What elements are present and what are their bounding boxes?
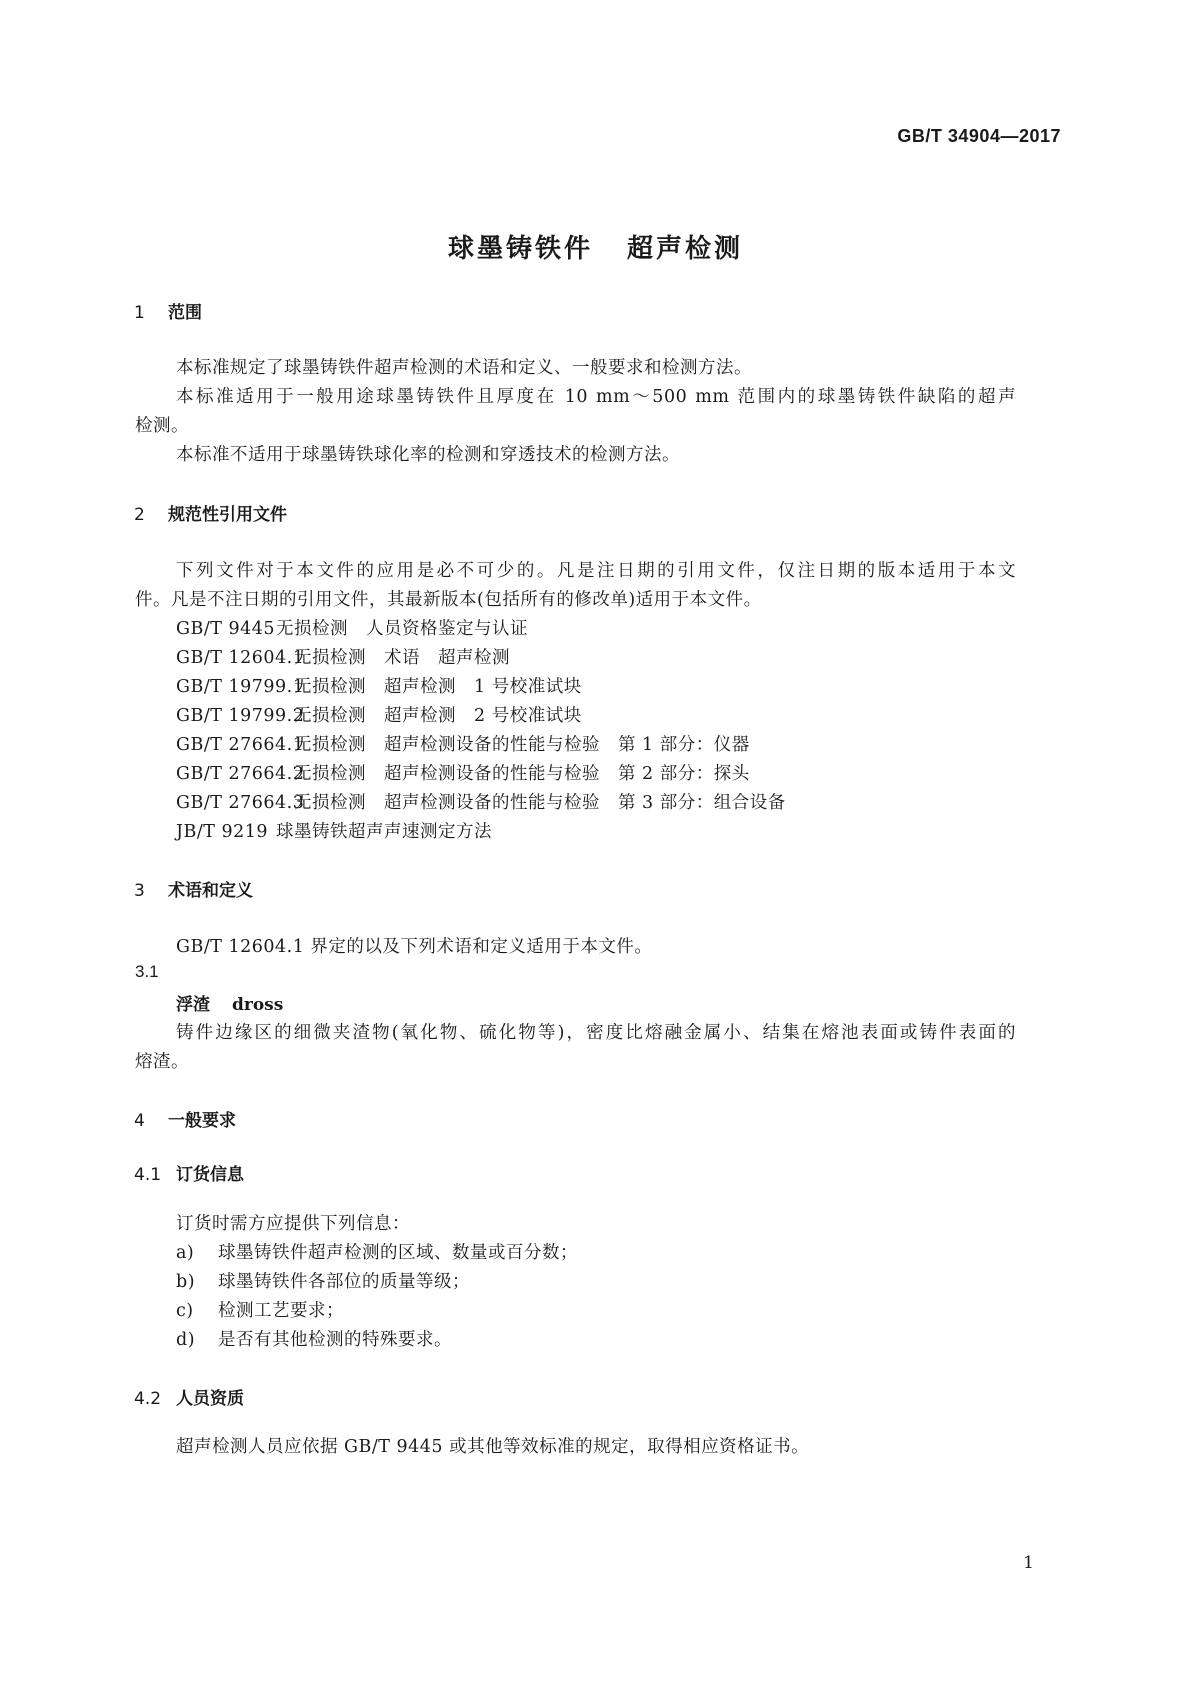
section-2-heading [134, 500, 287, 525]
page-number: 1 [1023, 1553, 1034, 1573]
section-number: 3 [134, 881, 145, 901]
reference-title: 无损检测 人员资格鉴定与认证 [276, 619, 528, 639]
list-item-label: a) [176, 1243, 195, 1263]
section-4-heading [134, 1106, 236, 1131]
list-item-label: b) [176, 1272, 196, 1292]
reference-title: 球墨铸铁超声声速测定方法 [276, 822, 492, 842]
reference-code: GB/T 27664.2 [176, 764, 305, 784]
list-item [176, 1268, 470, 1293]
subsection-4-1-heading [134, 1160, 244, 1185]
list-item-text: 检测工艺要求； [218, 1301, 344, 1321]
list-item [176, 1239, 578, 1264]
normative-reference [176, 673, 582, 698]
section-1-heading [134, 298, 202, 323]
section-title: 规范性引用文件 [168, 505, 287, 525]
section-number: 4 [134, 1111, 145, 1131]
normative-reference [176, 789, 786, 814]
term-definition-line-2: 熔渣。 [135, 1052, 189, 1072]
reference-code: GB/T 12604.1 [176, 648, 305, 668]
section-1-paragraph-2-line-1: 本标准适用于一般用途球墨铸铁件且厚度在 10 mm～500 mm 范围内的球墨铸铁件缺陷的超声 [176, 387, 1016, 407]
term-number: 3.1 [135, 962, 159, 981]
list-item-text: 球墨铸铁件各部位的质量等级； [218, 1272, 470, 1292]
section-2-intro-line-2: 件。凡是不注日期的引用文件，其最新版本(包括所有的修改单)适用于本文件。 [135, 590, 762, 610]
reference-code: GB/T 9445 [176, 619, 276, 639]
section-3-heading [134, 876, 253, 901]
list-item [176, 1297, 344, 1322]
subsection-title: 人员资质 [176, 1389, 244, 1409]
standard-number: GB/T 34904—2017 [897, 126, 1061, 146]
section-number: 2 [134, 505, 145, 525]
term-heading [176, 990, 283, 1015]
subsection-number: 4.1 [134, 1165, 162, 1185]
reference-title: 无损检测 超声检测设备的性能与检验 第 2 部分：探头 [294, 764, 750, 784]
reference-code: GB/T 19799.1 [176, 677, 305, 697]
subsection-4-2-text: 超声检测人员应依据 GB/T 9445 或其他等效标准的规定，取得相应资格证书。 [176, 1437, 810, 1457]
subsection-4-1-intro: 订货时需方应提供下列信息： [176, 1214, 410, 1234]
reference-code: JB/T 9219 [176, 822, 269, 842]
section-title: 术语和定义 [168, 881, 253, 901]
section-1-paragraph-3: 本标准不适用于球墨铸铁球化率的检测和穿透技术的检测方法。 [176, 445, 680, 465]
section-3-intro: GB/T 12604.1 界定的以及下列术语和定义适用于本文件。 [176, 937, 653, 957]
term-chinese: 浮渣 [176, 995, 210, 1015]
list-item [176, 1326, 452, 1351]
title-part-1: 球墨铸铁件 [447, 234, 593, 264]
list-item-text: 球墨铸铁件超声检测的区域、数量或百分数； [218, 1243, 578, 1263]
list-item-label: c) [176, 1301, 194, 1321]
normative-reference [176, 702, 582, 727]
section-title: 一般要求 [168, 1111, 236, 1131]
section-number: 1 [134, 303, 145, 323]
reference-code: GB/T 19799.2 [176, 706, 305, 726]
subsection-title: 订货信息 [176, 1165, 244, 1185]
normative-reference [176, 818, 492, 843]
section-1-paragraph-2-line-2: 检测。 [135, 416, 189, 436]
reference-title: 无损检测 超声检测 1 号校准试块 [294, 677, 582, 697]
term-definition-line-1: 铸件边缘区的细微夹渣物(氧化物、硫化物等)，密度比熔融金属小、结集在熔池表面或铸件表面的 [176, 1023, 1016, 1043]
subsection-4-2-heading [134, 1384, 244, 1409]
reference-code: GB/T 27664.1 [176, 735, 305, 755]
reference-title: 无损检测 超声检测 2 号校准试块 [294, 706, 582, 726]
normative-reference [176, 731, 750, 756]
title-part-2: 超声检测 [627, 234, 744, 264]
subsection-number: 4.2 [134, 1389, 162, 1409]
reference-title: 无损检测 术语 超声检测 [294, 648, 510, 668]
reference-title: 无损检测 超声检测设备的性能与检验 第 1 部分：仪器 [294, 735, 750, 755]
reference-code: GB/T 27664.3 [176, 793, 305, 813]
list-item-label: d) [176, 1330, 196, 1350]
document-title [0, 228, 1191, 265]
section-1-paragraph-1: 本标准规定了球墨铸铁件超声检测的术语和定义、一般要求和检测方法。 [176, 358, 752, 378]
section-2-intro-line-1: 下列文件对于本文件的应用是必不可少的。凡是注日期的引用文件，仅注日期的版本适用于本文 [176, 561, 1016, 581]
list-item-text: 是否有其他检测的特殊要求。 [218, 1330, 452, 1350]
reference-title: 无损检测 超声检测设备的性能与检验 第 3 部分：组合设备 [294, 793, 786, 813]
normative-reference [176, 760, 750, 785]
normative-reference [176, 615, 528, 640]
normative-reference [176, 644, 510, 669]
section-title: 范围 [168, 303, 202, 323]
term-english: dross [232, 995, 284, 1015]
